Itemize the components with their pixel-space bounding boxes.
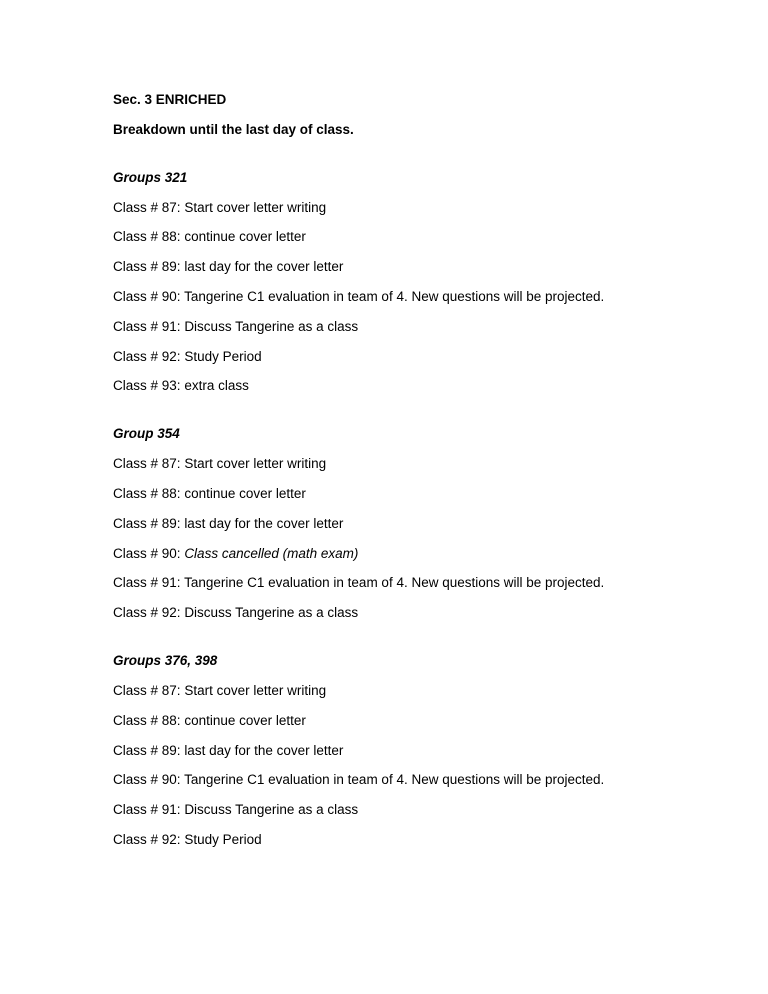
group-heading: Groups 321: [113, 169, 188, 185]
class-text: Discuss Tangerine as a class: [184, 802, 359, 818]
class-text: Tangerine C1 evaluation in team of 4. New questions will be projected.: [184, 575, 605, 591]
class-entry: [113, 574, 713, 592]
group-heading: Group 354: [113, 426, 180, 442]
class-label: Class # 91:: [113, 318, 181, 334]
class-label: Class # 89:: [113, 515, 181, 531]
class-entry: [113, 742, 713, 760]
class-label: Class # 90:: [113, 545, 181, 561]
class-text: Study Period: [184, 348, 262, 364]
class-entry: [113, 682, 713, 700]
class-text: extra class: [184, 378, 249, 394]
class-text-cancelled: Class cancelled (math exam): [184, 545, 359, 561]
class-label: Class # 88:: [113, 485, 181, 501]
class-label: Class # 93:: [113, 378, 181, 394]
document-title: Sec. 3 ENRICHED: [113, 92, 227, 107]
class-entry: [113, 485, 713, 503]
class-text: last day for the cover letter: [184, 742, 344, 758]
class-label: Class # 91:: [113, 575, 181, 591]
class-text: Start cover letter writing: [184, 682, 327, 698]
class-entry: [113, 515, 713, 533]
group-section: [113, 652, 713, 849]
class-text: Discuss Tangerine as a class: [184, 318, 359, 334]
class-label: Class # 92:: [113, 348, 181, 364]
class-entry: [113, 712, 713, 730]
class-entry: [113, 228, 713, 246]
document-subtitle: Breakdown until the last day of class.: [113, 121, 354, 137]
class-entry: [113, 604, 713, 622]
class-label: Class # 90:: [113, 772, 181, 788]
class-text: Start cover letter writing: [184, 456, 327, 472]
class-entry: [113, 771, 713, 789]
class-label: Class # 87:: [113, 199, 181, 215]
class-text: Start cover letter writing: [184, 199, 327, 215]
group-section: [113, 169, 713, 396]
class-entry: [113, 258, 713, 276]
class-entry: [113, 801, 713, 819]
document-page: [113, 91, 713, 861]
class-text: Tangerine C1 evaluation in team of 4. New questions will be projected.: [184, 772, 605, 788]
class-entry: [113, 199, 713, 217]
class-label: Class # 89:: [113, 259, 181, 275]
group-heading: Groups 376, 398: [113, 653, 218, 669]
class-entry: [113, 455, 713, 473]
class-entry: [113, 377, 713, 395]
class-text: Study Period: [184, 831, 262, 847]
class-text: continue cover letter: [184, 485, 306, 501]
class-label: Class # 88:: [113, 712, 181, 728]
class-label: Class # 87:: [113, 682, 181, 698]
class-text: Tangerine C1 evaluation in team of 4. New questions will be projected.: [184, 288, 605, 304]
class-text: last day for the cover letter: [184, 515, 344, 531]
class-label: Class # 90:: [113, 288, 181, 304]
class-entry: [113, 545, 713, 563]
class-text: last day for the cover letter: [184, 259, 344, 275]
class-text: continue cover letter: [184, 229, 306, 245]
class-label: Class # 91:: [113, 802, 181, 818]
class-text: continue cover letter: [184, 712, 306, 728]
class-entry: [113, 318, 713, 336]
group-section: [113, 425, 713, 622]
class-label: Class # 92:: [113, 605, 181, 621]
class-label: Class # 88:: [113, 229, 181, 245]
class-label: Class # 89:: [113, 742, 181, 758]
class-label: Class # 92:: [113, 831, 181, 847]
class-entry: [113, 831, 713, 849]
class-entry: [113, 288, 713, 306]
class-entry: [113, 348, 713, 366]
class-text: Discuss Tangerine as a class: [184, 605, 359, 621]
class-label: Class # 87:: [113, 456, 181, 472]
